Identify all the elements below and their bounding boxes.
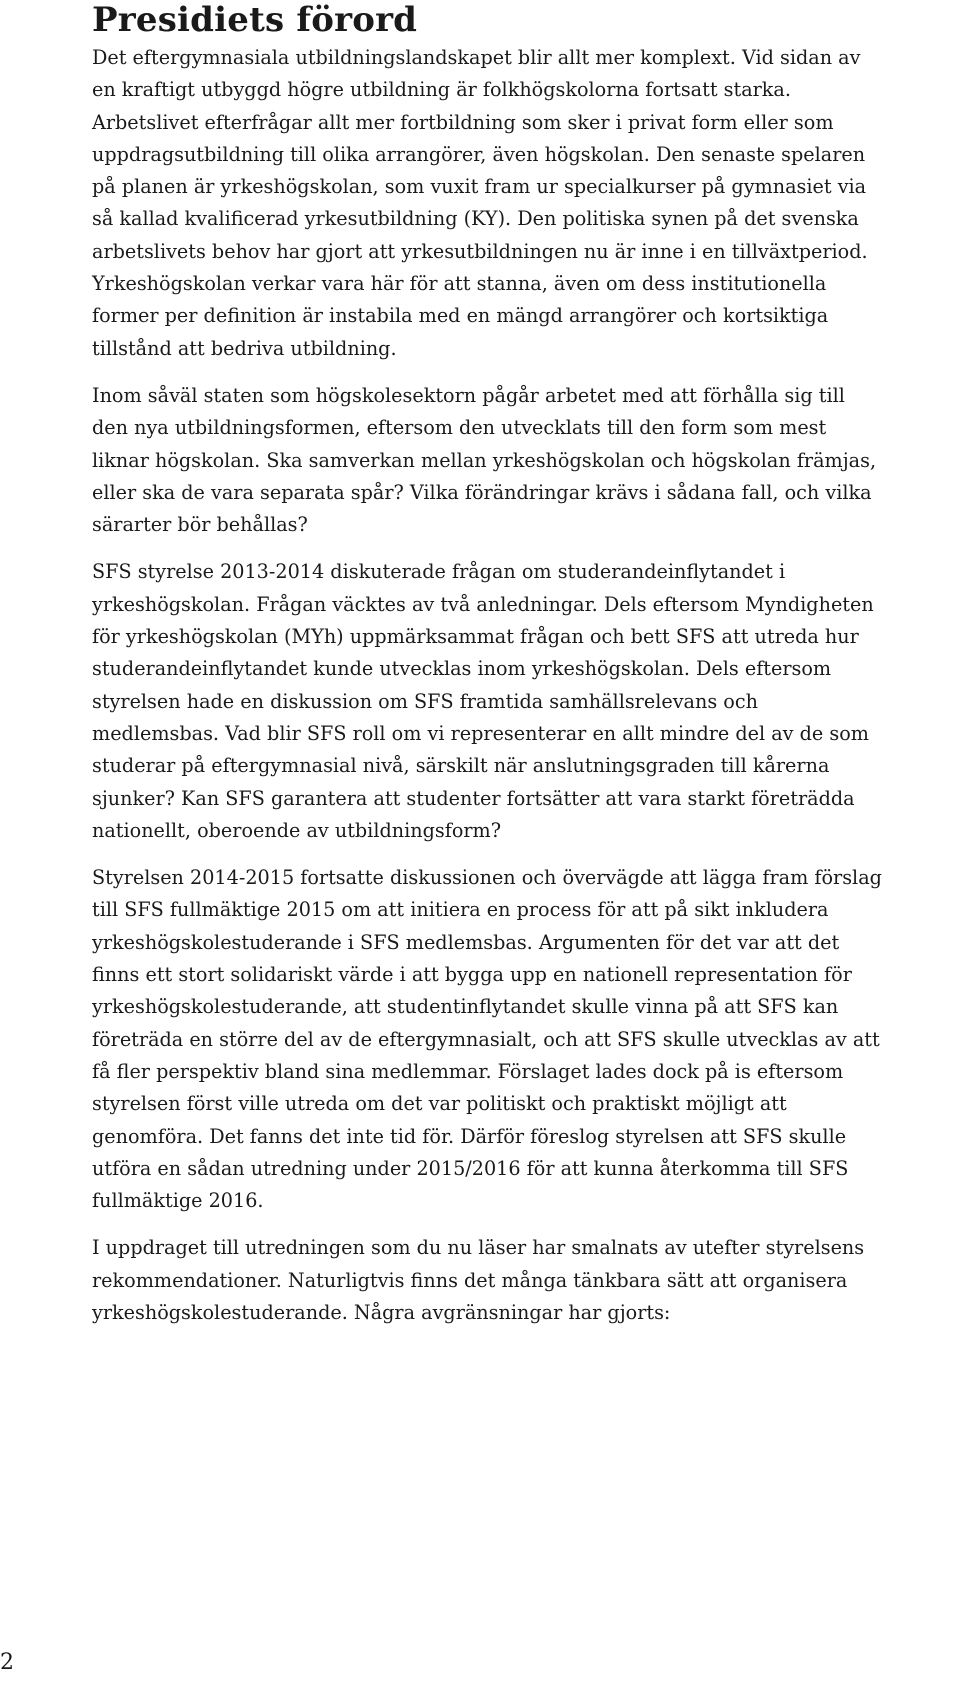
page-title: Presidiets förord	[92, 0, 418, 40]
document-page	[92, 0, 882, 1344]
paragraph-1: Det eftergymnasiala utbildningslandskapet blir allt mer komplext. Vid sidan av en kraftigt utbyggd högre utbildning är folkhögskolorna fortsatt starka. Arbetslivet efterfrågar allt mer fortbildning som sker i privat form eller som uppdragsutbildning till olika arrangörer, även högskolan. Den senaste spelaren på planen är yrkeshögskolan, som vuxit fram ur specialkurser på gymnasiet via så kallad kvalificerad yrkesutbildning (KY). Den politiska synen på det svenska arbetslivets behov har gjort att yrkesutbildningen nu är inne i en tillväxtperiod. Yrkeshögskolan verkar vara här för att stanna, även om dess institutionella former per definition är instabila med en mängd arrangörer och kortsiktiga tillstånd att bedriva utbildning.	[92, 46, 868, 360]
paragraph-2: Inom såväl staten som högskolesektorn pågår arbetet med att förhålla sig till den nya utbildningsformen, eftersom den utvecklats till den form som mest liknar högskolan. Ska samverkan mellan yrkeshögskolan och högskolan främjas, eller ska de vara separata spår? Vilka förändringar krävs i sådana fall, och vilka särarter bör behållas?	[92, 383, 877, 537]
page-number: 2	[0, 1650, 14, 1675]
paragraph-5: I uppdraget till utredningen som du nu läser har smalnats av utefter styrelsens rekommendationer. Naturligtvis finns det många tänkbara sätt att organisera yrkeshögskolestuderande. Några avgränsningar har gjorts:	[92, 1236, 865, 1324]
paragraph-4: Styrelsen 2014-2015 fortsatte diskussionen och övervägde att lägga fram förslag till SFS fullmäktige 2015 om att initiera en process för att på sikt inkludera yrkeshögskolestuderande i SFS medlemsbas. Argumenten för det var att det finns ett stort solidariskt värde i att bygga upp en nationell representation för yrkeshögskolestuderande, att studentinflytandet skulle vinna på att SFS kan företräda en större del av de eftergymnasialt, och att SFS skulle utvecklas av att få fler perspektiv bland sina medlemmar. Förslaget lades dock på is eftersom styrelsen först ville utreda om det var politiskt och praktiskt möjligt att genomföra. Det fanns det inte tid för. Därför föreslog styrelsen att SFS skulle utföra en sådan utredning under 2015/2016 för att kunna återkomma till SFS fullmäktige 2016.	[92, 866, 882, 1213]
paragraph-3: SFS styrelse 2013-2014 diskuterade frågan om studerandeinflytandet i yrkeshögskolan. Frågan väcktes av två anledningar. Dels eftersom Myndigheten för yrkeshögskolan (MYh) uppmärksammat frågan och bett SFS att utreda hur studerandeinflytandet kunde utvecklas inom yrkeshögskolan. Dels eftersom styrelsen hade en diskussion om SFS framtida samhällsrelevans och medlemsbas. Vad blir SFS roll om vi representerar en allt mindre del av de som studerar på eftergymnasial nivå, särskilt när anslutningsgraden till kårerna sjunker? Kan SFS garantera att studenter fortsätter att vara starkt företrädda nationellt, oberoende av utbildningsform?	[92, 560, 874, 842]
